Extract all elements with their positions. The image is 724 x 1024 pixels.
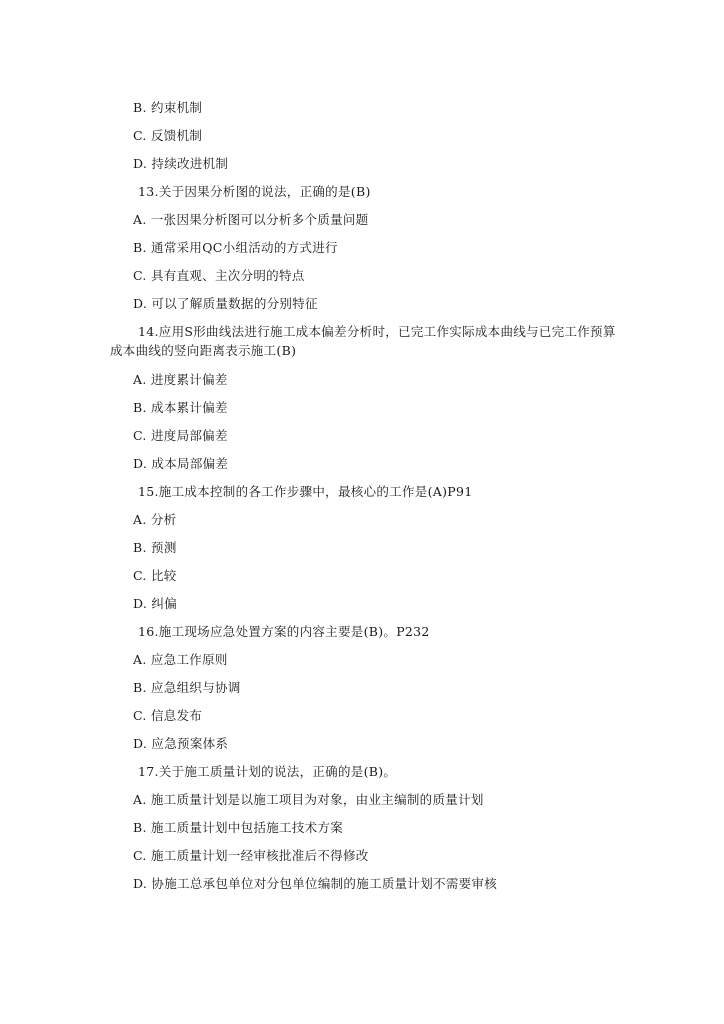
option-16b: B. 应急组织与协调	[133, 680, 241, 695]
option-13c: C. 具有直观、主次分明的特点	[133, 268, 305, 283]
option-14d: D. 成本局部偏差	[133, 456, 229, 471]
option-13d: D. 可以了解质量数据的分别特征	[133, 296, 318, 311]
option-12c: C. 反馈机制	[133, 128, 203, 143]
option-14c: C. 进度局部偏差	[133, 428, 228, 443]
option-15b: B. 预测	[133, 540, 177, 555]
option-14b: B. 成本累计偏差	[133, 400, 228, 415]
option-17c: C. 施工质量计划一经审核批准后不得修改	[133, 848, 369, 863]
question-16: 16.施工现场应急处置方案的内容主要是(B)。P232	[138, 624, 430, 639]
option-16a: A. 应急工作原则	[133, 652, 228, 667]
option-14a: A. 进度累计偏差	[133, 372, 228, 387]
option-13b: B. 通常采用QC小组活动的方式进行	[133, 240, 338, 255]
option-12d: D. 持续改进机制	[133, 156, 229, 171]
option-13a: A. 一张因果分析图可以分析多个质量问题	[133, 212, 369, 227]
question-13: 13.关于因果分析图的说法，正确的是(B)	[138, 184, 371, 199]
option-17d: D. 协施工总承包单位对分包单位编制的施工质量计划不需要审核	[133, 876, 498, 891]
option-16d: D. 应急预案体系	[133, 736, 229, 751]
option-15d: D. 纠偏	[133, 596, 178, 611]
option-12b: B. 约束机制	[133, 100, 203, 115]
option-15a: A. 分析	[133, 512, 177, 527]
option-17b: B. 施工质量计划中包括施工技术方案	[133, 820, 344, 835]
question-17: 17.关于施工质量计划的说法，正确的是(B)。	[138, 764, 397, 779]
option-17a: A. 施工质量计划是以施工项目为对象，由业主编制的质量计划	[133, 792, 484, 807]
option-15c: C. 比较	[133, 568, 177, 583]
question-14-continued: 成本曲线的竖向距离表示施工(B)	[110, 343, 297, 358]
question-15: 15.施工成本控制的各工作步骤中，最核心的工作是(A)P91	[138, 484, 473, 499]
question-14: 14.应用S形曲线法进行施工成本偏差分析时，已完工作实际成本曲线与已完工作预算	[138, 324, 616, 339]
option-16c: C. 信息发布	[133, 708, 203, 723]
